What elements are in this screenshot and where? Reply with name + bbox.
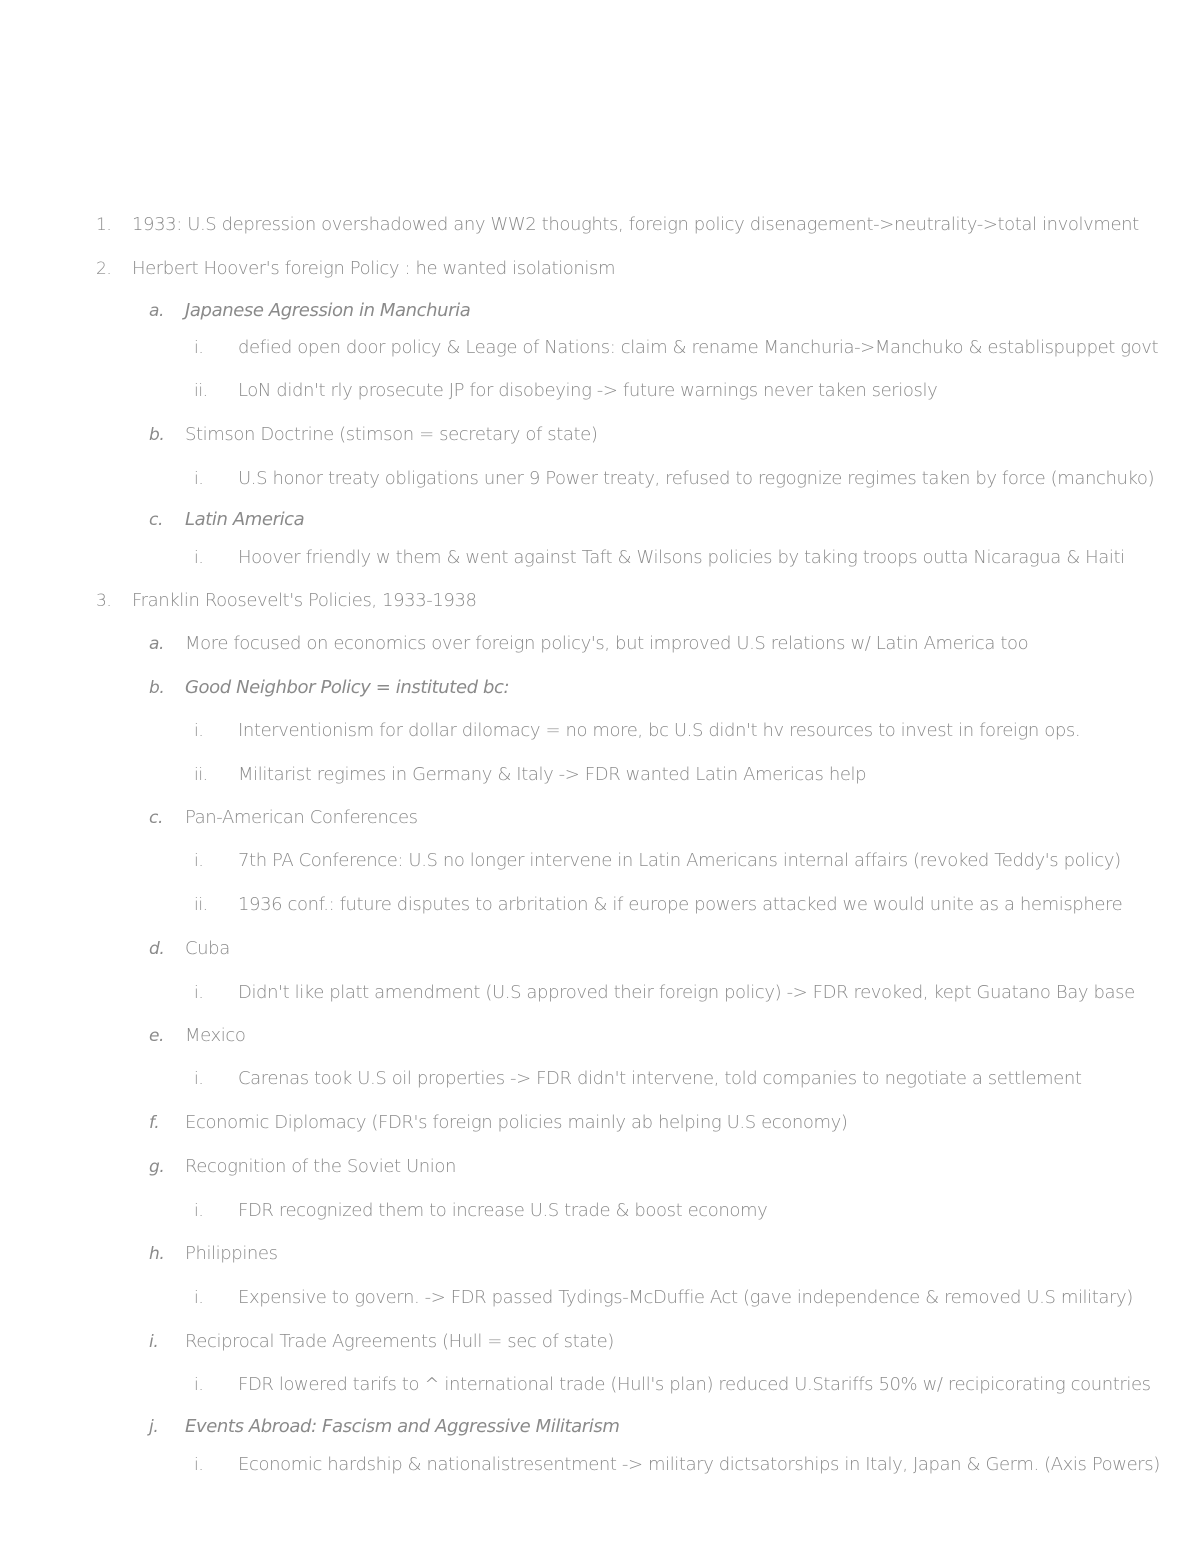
list-marker: f. (149, 1113, 160, 1133)
list-marker: i. (194, 851, 204, 871)
list-item-text: 1933: U.S depression overshadowed any WW2 thoughts, foreign policy disenagement->neutrality->total involvment (132, 214, 1139, 235)
list-item-text: FDR recognized them to increase U.S trade & boost economy (238, 1200, 768, 1221)
list-marker: h. (149, 1244, 165, 1264)
list-item-text: Events Abroad: Fascism and Aggressive Militarism (185, 1416, 620, 1437)
list-item-text: Stimson Doctrine (stimson = secretary of state) (185, 424, 598, 445)
list-item-text: Pan-American Conferences (185, 807, 418, 828)
list-item-text: Herbert Hoover's foreign Policy : he wanted isolationism (132, 258, 616, 279)
list-item-text: defied open door policy & Leage of Nations: claim & rename Manchuria->Manchuko & establispuppet govt (238, 337, 1159, 358)
list-item-text: Economic Diplomacy (FDR's foreign policies mainly ab helping U.S economy) (185, 1112, 848, 1133)
list-item-text: Interventionism for dollar dilomacy = no more, bc U.S didn't hv resources to invest in foreign ops. (238, 720, 1081, 741)
list-item-text: Recognition of the Soviet Union (185, 1156, 456, 1177)
list-item-text: LoN didn't rly prosecute JP for disobeying -> future warnings never taken seriosly (238, 380, 938, 401)
list-marker: i. (194, 721, 204, 741)
list-item-text: 7th PA Conference: U.S no longer intervene in Latin Americans internal affairs (revoked Teddy's policy) (238, 850, 1121, 871)
list-item-text: Carenas took U.S oil properties -> FDR didn't intervene, told companies to negotiate a settlement (238, 1068, 1082, 1089)
list-marker: b. (149, 678, 165, 698)
list-marker: b. (149, 425, 165, 445)
list-item-text: Good Neighbor Policy = instituted bc: (185, 677, 510, 698)
list-marker: a. (149, 301, 165, 321)
list-item-text: Franklin Roosevelt's Policies, 1933-1938 (132, 590, 477, 611)
list-marker: c. (149, 510, 163, 530)
list-marker: g. (149, 1157, 165, 1177)
list-item-text: Philippines (185, 1243, 278, 1264)
list-marker: 2. (96, 259, 112, 279)
list-marker: 1. (96, 215, 112, 235)
list-marker: j. (149, 1417, 159, 1437)
list-marker: ii. (194, 765, 208, 785)
list-item-text: Expensive to govern. -> FDR passed Tydings-McDuffie Act (gave independence & removed U.S military) (238, 1287, 1133, 1308)
list-item-text: Mexico (185, 1025, 246, 1046)
list-item-text: U.S honor treaty obligations uner 9 Power treaty, refused to regognize regimes taken by force (manchuko) (238, 468, 1155, 489)
list-marker: i. (194, 548, 204, 568)
list-marker: i. (194, 1069, 204, 1089)
list-item-text: Japanese Agression in Manchuria (185, 300, 471, 321)
list-marker: c. (149, 808, 163, 828)
list-item-text: Cuba (185, 938, 230, 959)
list-item-text: Reciprocal Trade Agreements (Hull = sec of state) (185, 1331, 614, 1352)
list-item-text: 1936 conf.: future disputes to arbritation & if europe powers attacked we would unite as a hemisphere (238, 894, 1123, 915)
list-item-text: FDR lowered tarifs to ^ international trade (Hull's plan) reduced U.Stariffs 50% w/ recipicorating countries (238, 1374, 1151, 1395)
list-item-text: Militarist regimes in Germany & Italy -> FDR wanted Latin Americas help (238, 764, 867, 785)
list-item-text: Didn't like platt amendment (U.S approved their foreign policy) -> FDR revoked, kept Guatano Bay base (238, 982, 1135, 1003)
list-marker: e. (149, 1026, 165, 1046)
list-item-text: Latin America (185, 509, 305, 530)
list-item-text: Hoover friendly w them & went against Taft & Wilsons policies by taking troops outta Nicaragua & Haiti (238, 547, 1125, 568)
list-marker: ii. (194, 381, 208, 401)
list-marker: i. (194, 1288, 204, 1308)
list-item-text: More focused on economics over foreign policy's, but improved U.S relations w/ Latin America too (185, 633, 1029, 654)
list-marker: i. (194, 1375, 204, 1395)
list-marker: i. (194, 983, 204, 1003)
list-marker: i. (194, 1455, 204, 1475)
list-item-text: Economic hardship & nationalistresentment -> military dictsatorships in Italy, Japan & Germ. (Axis Powers) (238, 1454, 1160, 1475)
list-marker: d. (149, 939, 165, 959)
list-marker: i. (194, 338, 204, 358)
list-marker: i. (149, 1332, 159, 1352)
list-marker: i. (194, 1201, 204, 1221)
list-marker: 3. (96, 591, 112, 611)
list-marker: i. (194, 469, 204, 489)
list-marker: ii. (194, 895, 208, 915)
list-marker: a. (149, 634, 165, 654)
